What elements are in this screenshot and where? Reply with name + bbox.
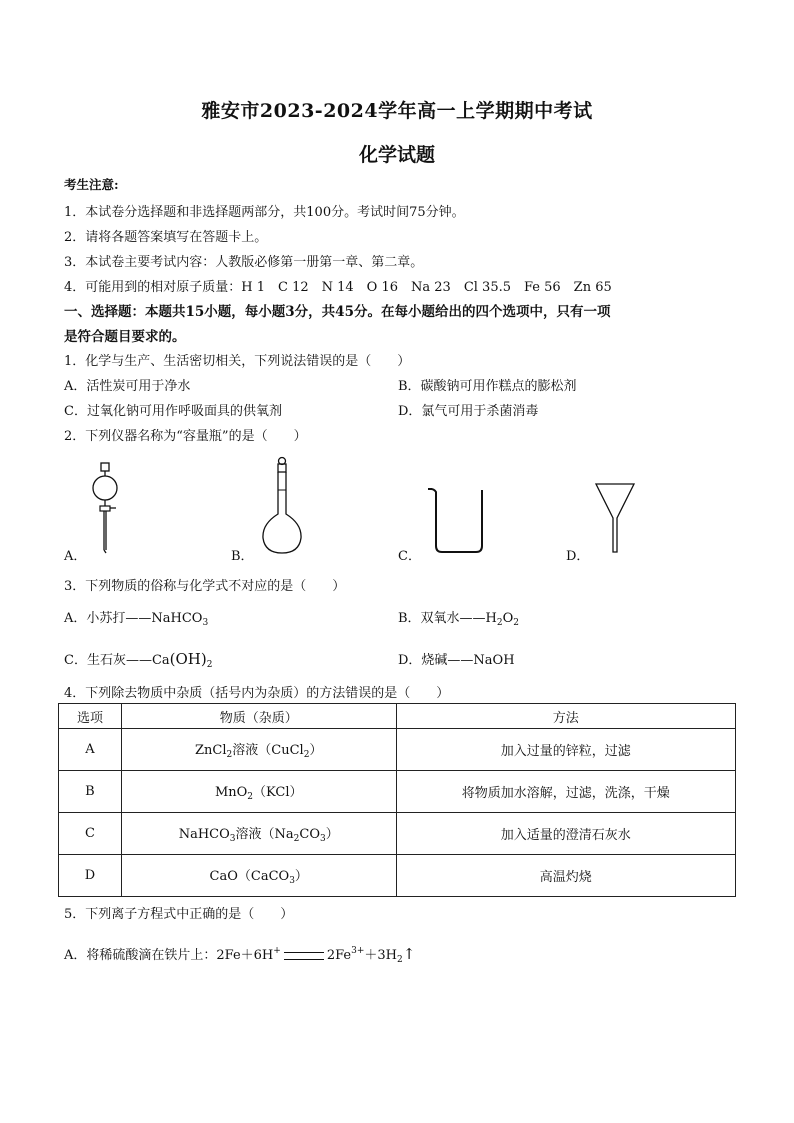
equals-double-line: [284, 952, 324, 960]
q3-option-d: D．烧碱——NaOH: [398, 653, 515, 668]
row-option: D: [59, 855, 122, 897]
row-method: 高温灼烧: [396, 855, 735, 897]
notice-item-4: 4．可能用到的相对原子质量：H 1 C 12 N 14 O 16 Na 23 Cl 35.5 Fe 56 Zn 65: [64, 280, 612, 295]
q2-label-d: D．: [566, 549, 590, 564]
q2-label-b: B．: [231, 549, 254, 564]
notice-item-2: 2．请将各题答案填写在答题卡上。: [64, 230, 268, 245]
q5-stem: 5．下列离子方程式中正确的是（ ）: [64, 907, 294, 922]
notice-heading: 考生注意:: [64, 177, 119, 192]
table-header-row: [59, 704, 736, 729]
section-heading-line2: 是符合题目要求的。: [64, 329, 186, 345]
q3-option-c: C．生石灰$——Ca(OH)_2$: [64, 650, 213, 670]
table-row: [59, 813, 736, 855]
q4-table: [58, 703, 736, 897]
section-heading-line1: 一、选择题：本题共15小题，每小题3分，共45分。在每小题给出的四个选项中，只有一项: [64, 304, 611, 320]
row-substance: CaO（CaCO$_3$）: [121, 855, 396, 897]
row-option: B: [59, 771, 122, 813]
table-row: [59, 855, 736, 897]
table-row: [59, 771, 736, 813]
q3-option-b: B．双氧水$——H_2O_2$: [398, 611, 520, 628]
q2-label-c: C．: [398, 549, 421, 564]
header-substance: 物质（杂质）: [121, 704, 396, 729]
q3-stem: 3．下列物质的俗称与化学式不对应的是（ ）: [64, 579, 346, 594]
q2-label-a: A．: [64, 549, 87, 564]
q2-stem: 2．下列仪器名称为“容量瓶”的是（ ）: [64, 429, 307, 444]
row-substance: NaHCO$_3$溶液$(Na_2CO_3)$: [121, 813, 396, 855]
notice-item-1: 1．本试卷分选择题和非选择题两部分，共100分。考试时间75分钟。: [64, 205, 465, 220]
beaker-icon: [428, 486, 488, 554]
row-option: A: [59, 729, 122, 771]
row-substance: ZnCl$_2$溶液（CuCl$_2$）: [121, 729, 396, 771]
header-method: 方法: [396, 704, 735, 729]
q1-option-b: B．碳酸钠可用作糕点的膨松剂: [398, 379, 577, 394]
row-method: 加入过量的锌粒，过滤: [396, 729, 735, 771]
exam-subtitle: 化学试题: [358, 144, 435, 166]
notice-item-3: 3．本试卷主要考试内容：人教版必修第一册第一章、第二章。: [64, 255, 424, 270]
table-row: [59, 729, 736, 771]
funnel-icon: [594, 482, 636, 554]
q4-stem: 4．下列除去物质中杂质（括号内为杂质）的方法错误的是（ ）: [64, 686, 450, 701]
q1-stem: 1．化学与生产、生活密切相关，下列说法错误的是（ ）: [64, 354, 411, 369]
separatory-funnel-icon: [88, 462, 124, 554]
row-method: 将物质加水溶解，过滤，洗涤，干燥: [396, 771, 735, 813]
q1-option-d: D．氯气可用于杀菌消毒: [398, 404, 539, 419]
exam-title: 雅安市2023-2024学年高一上学期期中考试: [201, 100, 593, 122]
q5-option-a: A．将稀硫酸滴在铁片上：2Fe＋6H+ $2Fe^{3+}+3H_2↑$: [64, 945, 416, 965]
volumetric-flask-icon: [260, 456, 304, 556]
row-method: 加入适量的澄清石灰水: [396, 813, 735, 855]
q3-option-a: A．小苏打——NaHCO$_3$: [64, 611, 209, 628]
row-substance: MnO$_2$（KCl）: [121, 771, 396, 813]
q1-option-c: C．过氧化钠可用作呼吸面具的供氧剂: [64, 404, 282, 419]
header-option: 选项: [59, 704, 122, 729]
q1-option-a: A．活性炭可用于净水: [64, 379, 191, 394]
row-option: C: [59, 813, 122, 855]
